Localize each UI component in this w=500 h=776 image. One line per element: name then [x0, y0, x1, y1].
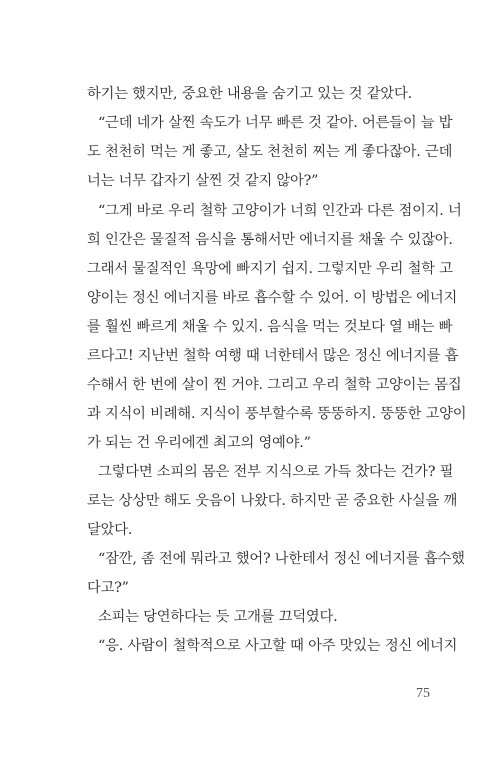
text-line: 하기는 했지만, 중요한 내용을 숨기고 있는 것 같았다. — [87, 86, 412, 102]
text-line: 그렇다면 소피의 몸은 전부 지식으로 가득 찼다는 건가? 필 — [98, 464, 454, 480]
text-line: 너는 너무 갑자기 살찐 것 같지 않아?” — [87, 173, 319, 189]
text-line: “응. 사람이 철학적으로 사고할 때 아주 맛있는 정신 에너지 — [98, 638, 458, 654]
text-line: “근데 네가 살찐 속도가 너무 빠른 것 같아. 어른들이 늘 밥 — [98, 115, 453, 131]
text-line: 달았다. — [87, 522, 133, 538]
page-number: 75 — [416, 686, 430, 701]
text-line: 로는 상상만 해도 웃음이 나왔다. 하지만 곧 중요한 사실을 깨 — [87, 493, 458, 509]
text-line: “그게 바로 우리 철학 고양이가 너희 인간과 다른 점이지. 너 — [98, 203, 462, 219]
text-line: 다고?” — [87, 580, 129, 596]
text-line: 그래서 물질적인 욕망에 빠지기 쉽지. 그렇지만 우리 철학 고 — [87, 261, 453, 277]
text-line: 수해서 한 번에 살이 찐 거야. 그리고 우리 철학 고양이는 몸집 — [87, 377, 462, 393]
text-line: 희 인간은 물질적 음식을 통해서만 에너지를 채울 수 있잖아. — [87, 232, 453, 248]
text-line: 도 천천히 먹는 게 좋고, 살도 천천히 찌는 게 좋다잖아. 근데 — [87, 144, 453, 160]
text-line: 가 되는 건 우리에겐 최고의 영예야.” — [87, 435, 311, 451]
text-line: 과 지식이 비례해. 지식이 풍부할수록 뚱뚱하지. 뚱뚱한 고양이 — [87, 406, 467, 422]
text-line: 를 훨씬 빠르게 채울 수 있지. 음식을 먹는 것보다 열 배는 빠 — [87, 319, 453, 335]
text-line: 소피는 당연하다는 듯 고개를 끄덕였다. — [98, 609, 338, 625]
text-line: 르다고! 지난번 철학 여행 때 너한테서 많은 정신 에너지를 흡 — [87, 348, 459, 364]
text-line: “잠깐, 좀 전에 뭐라고 했어? 나한테서 정신 에너지를 흡수했 — [98, 551, 465, 567]
text-line: 양이는 정신 에너지를 바로 흡수할 수 있어. 이 방법은 에너지 — [87, 290, 458, 306]
